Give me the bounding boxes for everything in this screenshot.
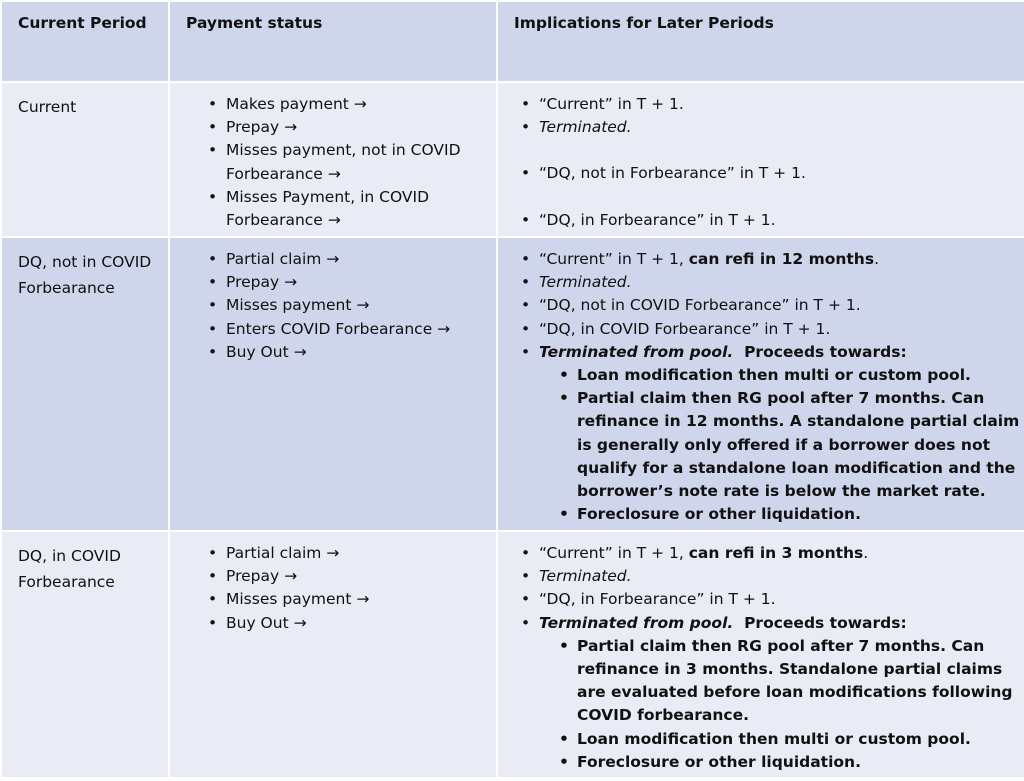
period-cell	[1, 237, 169, 531]
list-item: • Loan modification then multi or custom pool.	[557, 728, 1024, 751]
header-payment-status: Payment status	[169, 1, 497, 82]
list-item: • Enters COVID Forbearance →	[202, 318, 496, 341]
list-item: • Terminated from pool. Proceeds towards: • Partial claim then RG pool after 7 months. Can refinance in 3 months. Standalone partial claims are evaluated before loan modifications following COVID forbearance. • Loan modification then multi or custom pool. • Foreclosure or other liquidation.	[515, 612, 1024, 774]
list-item: • Misses payment →	[202, 588, 496, 611]
list-item: • Partial claim then RG pool after 7 months. Can refinance in 12 months. A standalone partial claim is generally only offered if a borrower does not qualify for a standalone loan modification and the borrower’s note rate is below the market rate.	[557, 387, 1024, 503]
list-item: • Terminated.	[515, 271, 1024, 294]
payment-cell	[169, 531, 497, 778]
list-item: • Terminated.	[515, 116, 1024, 139]
table-row	[1, 531, 1024, 778]
list-item: • “DQ, in Forbearance” in T + 1.	[515, 588, 1024, 611]
list-item: • Misses payment, not in COVID Forbearance →	[202, 139, 496, 185]
period-label: Current	[18, 98, 77, 116]
period-cell	[1, 82, 169, 237]
implications-cell	[497, 82, 1024, 237]
period-label: Forbearance	[18, 573, 115, 591]
period-label: Forbearance	[18, 279, 115, 297]
list-item: • Makes payment →	[202, 93, 496, 116]
list-item: • “Current” in T + 1, can refi in 3 months.	[515, 542, 1024, 565]
payment-cell	[169, 237, 497, 531]
implications-cell	[497, 237, 1024, 531]
list-item: • Terminated.	[515, 565, 1024, 588]
list-item: • Partial claim →	[202, 248, 496, 271]
list-item: • Prepay →	[202, 271, 496, 294]
list-item: • “DQ, in Forbearance” in T + 1.	[515, 209, 1024, 232]
header-implications: Implications for Later Periods	[497, 1, 1024, 82]
table-row	[1, 82, 1024, 237]
list-item: • Loan modification then multi or custom pool.	[557, 364, 1024, 387]
list-item: • Prepay →	[202, 116, 496, 139]
list-item: • Buy Out →	[202, 612, 496, 635]
list-item: • “DQ, not in COVID Forbearance” in T + 1.	[515, 294, 1024, 317]
list-item: • Prepay →	[202, 565, 496, 588]
list-item: • “Current” in T + 1.	[515, 93, 1024, 116]
list-item: • “DQ, in COVID Forbearance” in T + 1.	[515, 318, 1024, 341]
period-cell	[1, 531, 169, 778]
list-item: • Misses Payment, in COVID Forbearance →	[202, 186, 496, 232]
list-item: • “DQ, not in Forbearance” in T + 1.	[515, 162, 1024, 185]
header-row	[1, 1, 1024, 82]
list-item: • Terminated from pool. Proceeds towards: • Loan modification then multi or custom pool. • Partial claim then RG pool after 7 months. Can refinance in 12 months. A standalone partial claim is generally only offered if a borrower does not qualify for a standalone loan modification and the borrower’s note rate is below the market rate. • Foreclosure or other liquidation.	[515, 341, 1024, 527]
list-item: • Partial claim then RG pool after 7 months. Can refinance in 3 months. Standalone partial claims are evaluated before loan modifications following COVID forbearance.	[557, 635, 1024, 728]
header-current-period: Current Period	[1, 1, 169, 82]
list-item: • Foreclosure or other liquidation.	[557, 503, 1024, 526]
implications-cell	[497, 531, 1024, 778]
list-item: • Buy Out →	[202, 341, 496, 364]
list-item: • Foreclosure or other liquidation.	[557, 751, 1024, 774]
period-label: DQ, in COVID	[18, 547, 121, 565]
list-item: • “Current” in T + 1, can refi in 12 months.	[515, 248, 1024, 271]
list-item: • Partial claim →	[202, 542, 496, 565]
table-row	[1, 237, 1024, 531]
payment-cell	[169, 82, 497, 237]
period-label: DQ, not in COVID	[18, 253, 152, 271]
list-item: • Misses payment →	[202, 294, 496, 317]
